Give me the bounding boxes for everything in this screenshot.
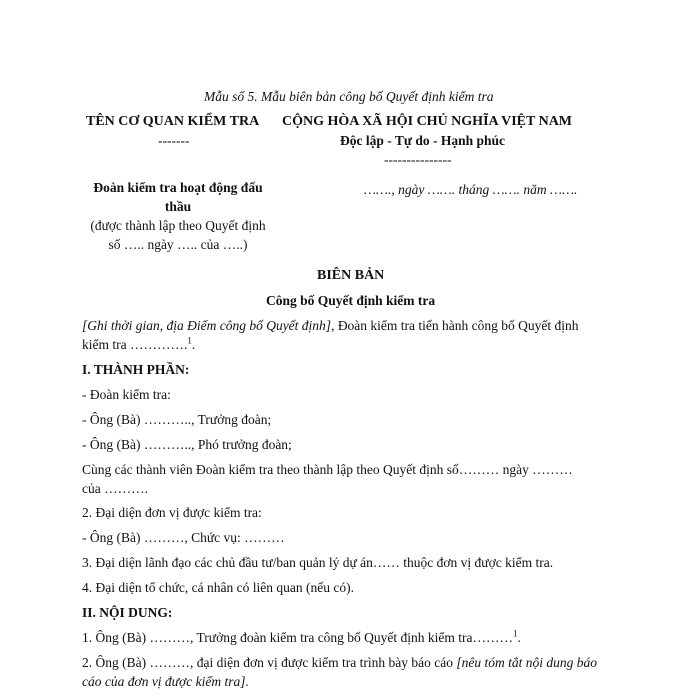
related-parties-line: 4. Đại diện tổ chức, cá nhân có liên quan (nếu có). (82, 580, 354, 595)
intro-line-2: kiểm tra ………….$^1$. (82, 335, 196, 352)
document-subtitle: Công bố Quyết định kiểm tra (266, 293, 436, 308)
issuer-line-4: số ….. ngày ….. của …..) (108, 237, 248, 252)
investor-rep-line: 3. Đại diện lãnh đạo các chủ đầu tư/ban quản lý dự án…… thuộc đơn vị được kiểm tra. (82, 555, 554, 570)
deputy-leader-line: - Ông (Bà) ……….., Phó trưởng đoàn; (82, 437, 292, 452)
content-item-2-line-2: cáo của đơn vị được kiểm tra]. (82, 674, 249, 689)
inspected-unit-rep: - Ông (Bà) ………, Chức vụ: ……… (82, 530, 285, 545)
footnote-ref-2: 1 (513, 628, 518, 639)
section-1-heading: I. THÀNH PHẦN: (82, 362, 190, 377)
footnote-ref: 1 (187, 335, 192, 346)
agency-underline: ------- (158, 133, 190, 148)
date-line: ……., ngày ……. tháng ……. năm ……. (364, 182, 578, 197)
content-item-2-line-1: 2. Ông (Bà) ………, đại diện đơn vị được kiểm tra trình bày báo cáo [nêu tóm tắt nội dung báo (82, 655, 598, 670)
section-2-heading: II. NỘI DUNG: (82, 605, 173, 620)
inspected-unit-label: 2. Đại diện đơn vị được kiểm tra: (82, 505, 262, 520)
issuer-line-3: (được thành lập theo Quyết định (90, 218, 266, 233)
national-title: CỘNG HÒA XÃ HỘI CHỦ NGHĨA VIỆT NAM (282, 114, 573, 129)
issuer-line-1: Đoàn kiểm tra hoạt động đấu (93, 180, 263, 195)
agency-name: TÊN CƠ QUAN KIỂM TRA (86, 114, 260, 129)
issuer-line-2: thầu (164, 199, 192, 214)
form-title: Mẫu số 5. Mẫu biên bản công bố Quyết định kiểm tra (204, 89, 494, 104)
motto-underline: --------------- (384, 152, 452, 167)
members-line-1: Cùng các thành viên Đoàn kiểm tra theo thành lập theo Quyết định số……… ngày ……… (82, 462, 573, 477)
national-motto: Độc lập - Tự do - Hạnh phúc (340, 133, 506, 148)
document-title: BIÊN BẢN (317, 268, 385, 283)
inspection-team-label: - Đoàn kiểm tra: (82, 387, 171, 402)
intro-text: , Đoàn kiểm tra tiến hành công bố Quyết định (331, 318, 579, 333)
intro-line-1 (82, 318, 579, 334)
team-leader-line: - Ông (Bà) ……….., Trưởng đoàn; (82, 412, 272, 427)
intro-placeholder: [Ghi thời gian, địa Điểm công bố Quyết định] (82, 318, 332, 333)
content-item-1: 1. Ông (Bà) ………, Trưởng đoàn kiểm tra công bố Quyết định kiểm tra………$^1$. (82, 628, 521, 645)
members-line-2: của ………. (82, 481, 148, 496)
